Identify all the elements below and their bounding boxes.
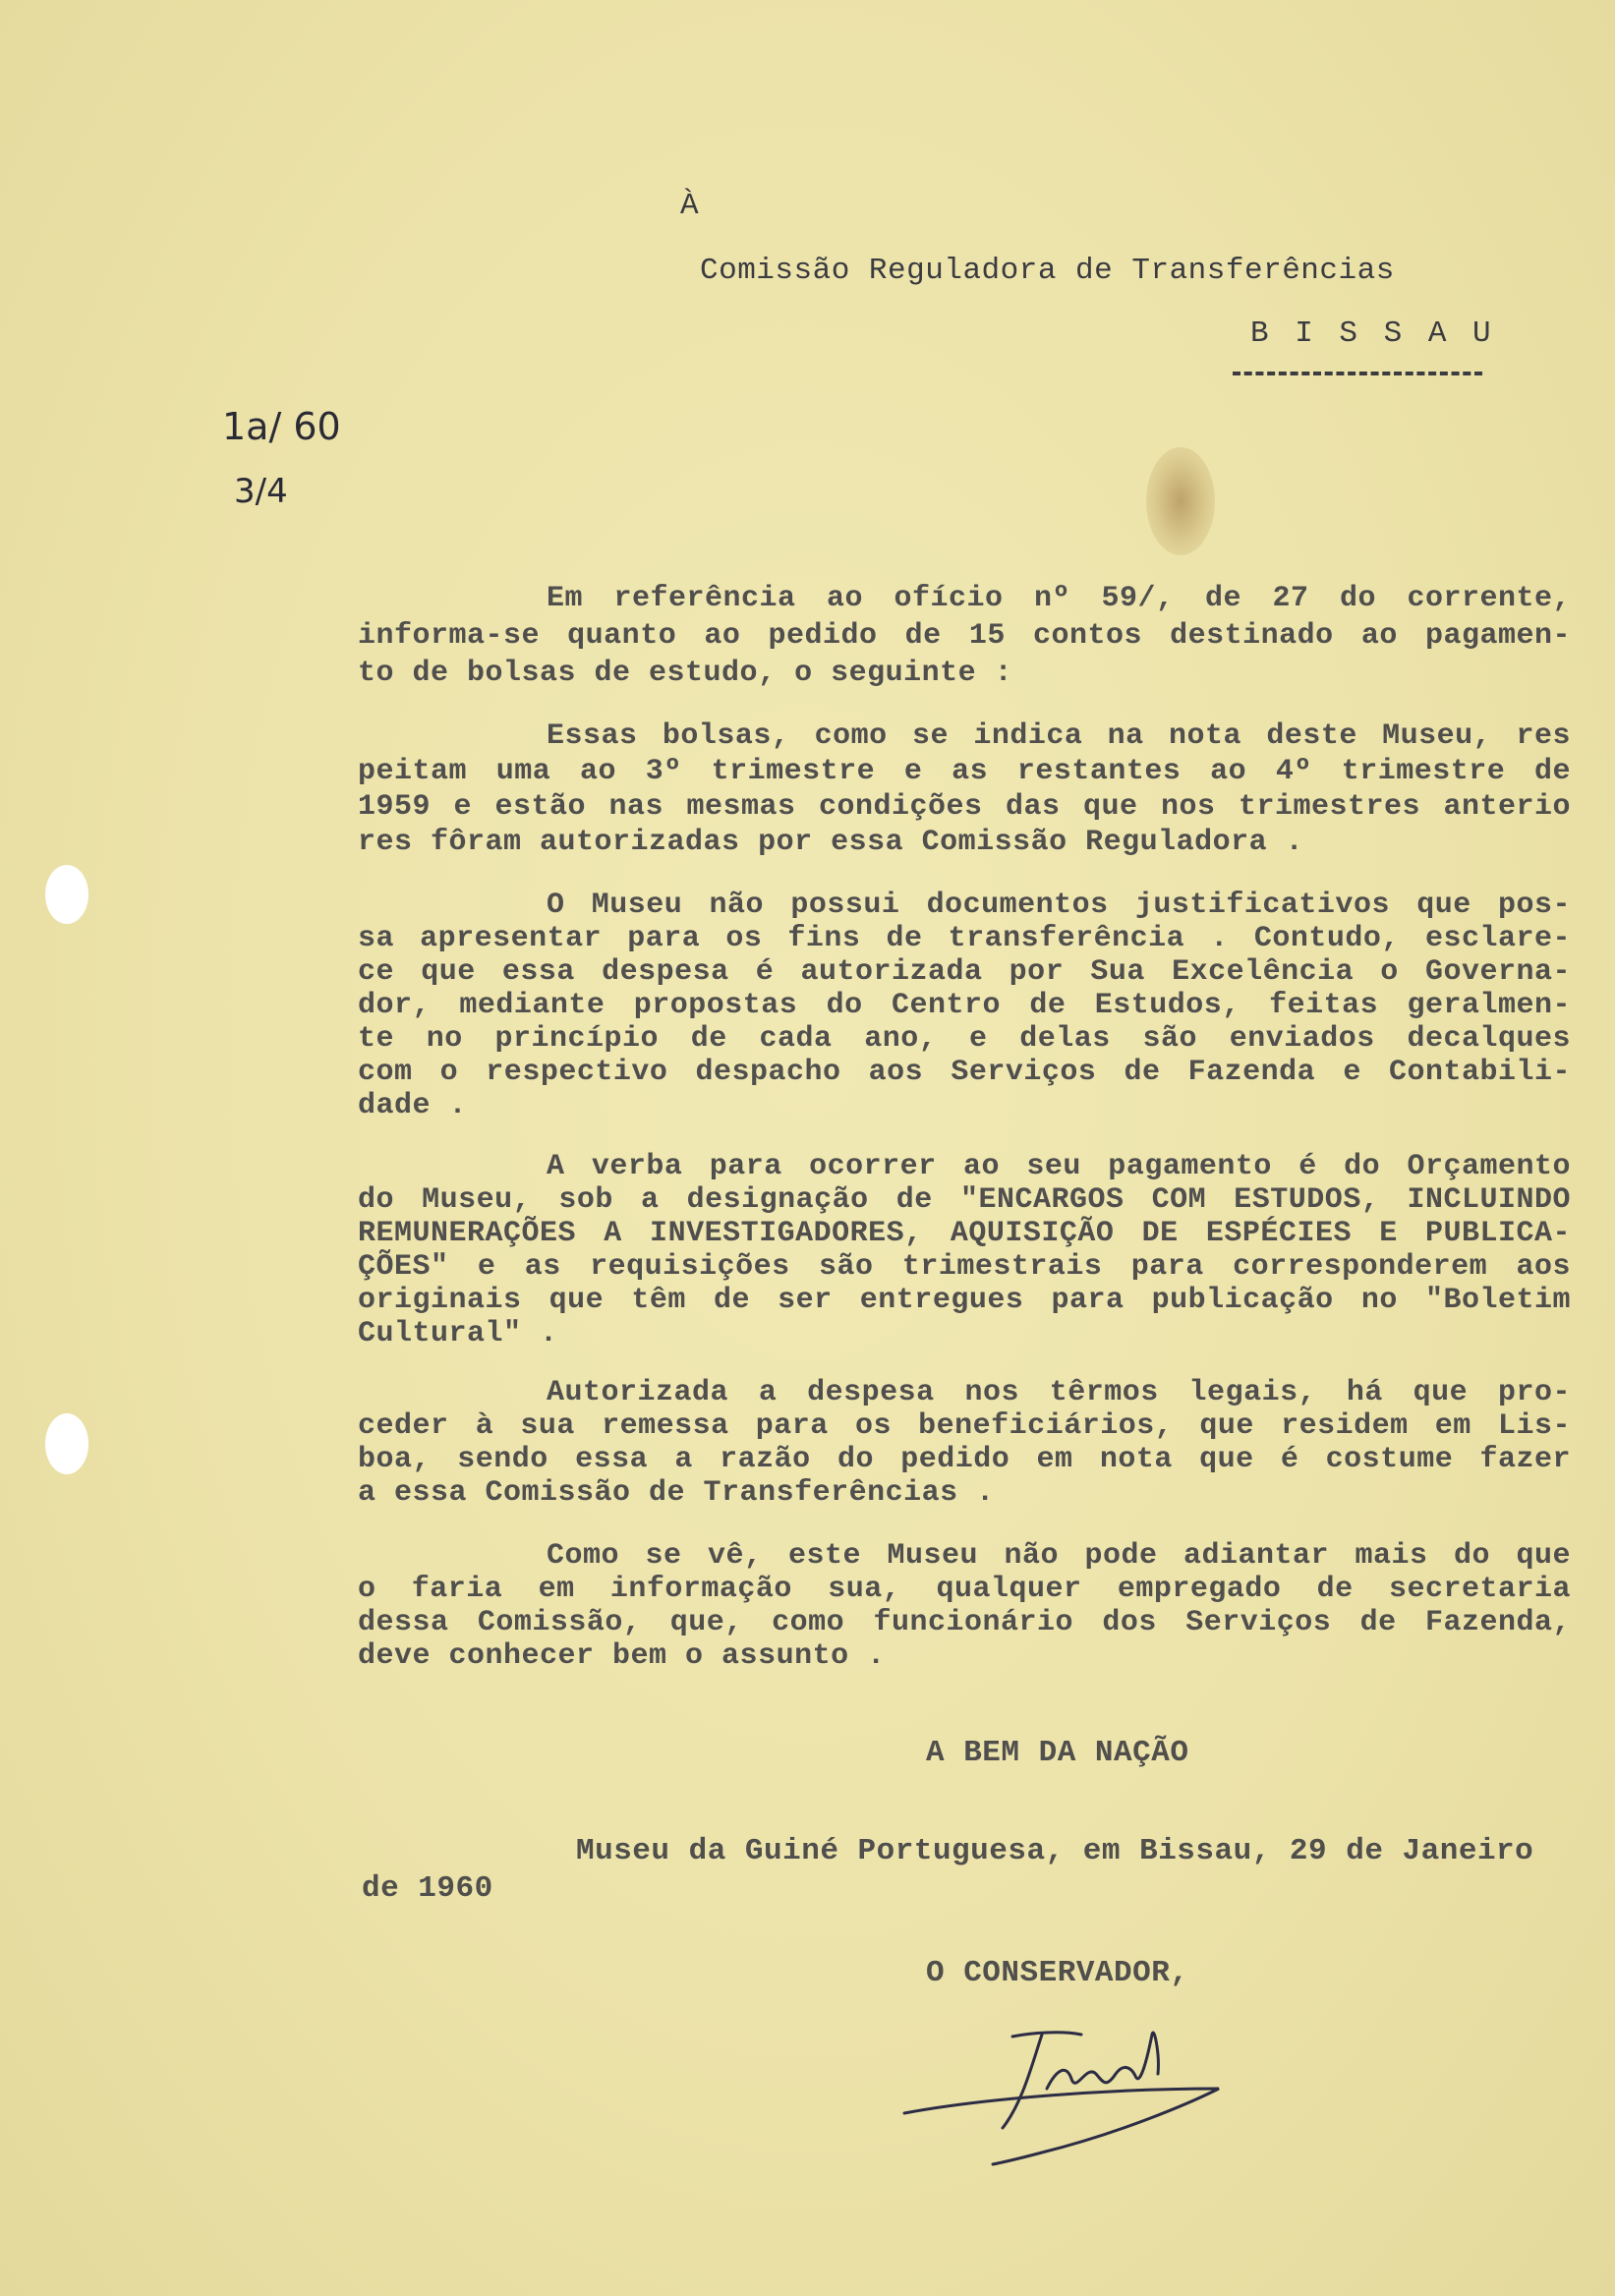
paragraph-3-line-3: ce que essa despesa é autorizada por Sua Excelência o Governa- — [358, 955, 1571, 989]
handwritten-date: 3/4 — [234, 472, 288, 511]
paragraph-6-line-4: deve conhecer bem o assunto . — [358, 1639, 886, 1673]
paragraph-3-line-1: O Museu não possui documentos justificativos que pos- — [547, 889, 1571, 922]
paragraph-5-line-4: a essa Comissão de Transferências . — [358, 1476, 995, 1510]
paragraph-4-line-3: REMUNERAÇÕES A INVESTIGADORES, AQUISIÇÃO DE ESPÉCIES E PUBLICA- — [358, 1217, 1571, 1250]
paragraph-1-line-3: to de bolsas de estudo, o seguinte : — [358, 657, 1013, 690]
paragraph-6-line-1: Como se vê, este Museu não pode adiantar mais do que — [547, 1539, 1571, 1573]
paragraph-4-line-5: originais que têm de ser entregues para publicação no "Boletim — [358, 1284, 1571, 1317]
city-underline — [1233, 372, 1482, 375]
paragraph-5-line-2: ceder à sua remessa para os beneficiários, que residem em Lis- — [358, 1409, 1571, 1443]
paragraph-4-line-6: Cultural" . — [358, 1317, 558, 1350]
paragraph-6-line-2: o faria em informação sua, qualquer empregado de secretaria — [358, 1573, 1571, 1606]
handwritten-signature — [894, 1995, 1248, 2172]
paper-stain — [1146, 447, 1215, 555]
place-date-line-1: Museu da Guiné Portuguesa, em Bissau, 29 de Janeiro — [576, 1834, 1534, 1868]
paragraph-2-line-3: 1959 e estão nas mesmas condições das que nos trimestres anterio — [358, 790, 1571, 824]
punch-hole-top — [45, 865, 88, 924]
paragraph-2-line-1: Essas bolsas, como se indica na nota deste Museu, res — [547, 719, 1571, 753]
paragraph-4-line-1: A verba para ocorrer ao seu pagamento é do Orçamento — [547, 1150, 1571, 1183]
paragraph-1-line-1: Em referência ao ofício nº 59/, de 27 do corrente, — [547, 582, 1571, 615]
paragraph-3-line-2: sa apresentar para os fins de transferência . Contudo, esclare- — [358, 922, 1571, 955]
paragraph-6-line-3: dessa Comissão, que, como funcionário dos Serviços de Fazenda, — [358, 1606, 1571, 1639]
city-line: B I S S A U — [1250, 316, 1495, 351]
salutation: À — [680, 189, 700, 223]
paragraph-4-line-4: ÇÕES" e as requisições são trimestrais para corresponderem aos — [358, 1250, 1571, 1284]
place-date-line-2: de 1960 — [362, 1871, 493, 1906]
recipient-line: Comissão Reguladora de Transferências — [700, 254, 1395, 288]
paragraph-3-line-7: dade . — [358, 1089, 468, 1122]
paragraph-3-line-4: dor, mediante propostas do Centro de Estudos, feitas geralmen- — [358, 989, 1571, 1022]
motto: A BEM DA NAÇÃO — [926, 1736, 1189, 1770]
signer-title: O CONSERVADOR, — [926, 1956, 1189, 1990]
paragraph-2-line-2: peitam uma ao 3º trimestre e as restantes ao 4º trimestre de — [358, 755, 1571, 788]
paragraph-5-line-1: Autorizada a despesa nos têrmos legais, há que pro- — [547, 1376, 1571, 1409]
paragraph-1-line-2: informa-se quanto ao pedido de 15 contos destinado ao pagamen- — [358, 619, 1571, 653]
handwritten-reference: 1a/ 60 — [222, 405, 341, 448]
paragraph-5-line-3: boa, sendo essa a razão do pedido em nota que é costume fazer — [358, 1443, 1571, 1476]
paragraph-3-line-6: com o respectivo despacho aos Serviços de Fazenda e Contabili- — [358, 1056, 1571, 1089]
punch-hole-bottom — [45, 1413, 88, 1474]
paragraph-3-line-5: te no princípio de cada ano, e delas são enviados decalques — [358, 1022, 1571, 1056]
paragraph-2-line-4: res fôram autorizadas por essa Comissão Reguladora . — [358, 826, 1304, 859]
paragraph-4-line-2: do Museu, sob a designação de "ENCARGOS COM ESTUDOS, INCLUINDO — [358, 1183, 1571, 1217]
